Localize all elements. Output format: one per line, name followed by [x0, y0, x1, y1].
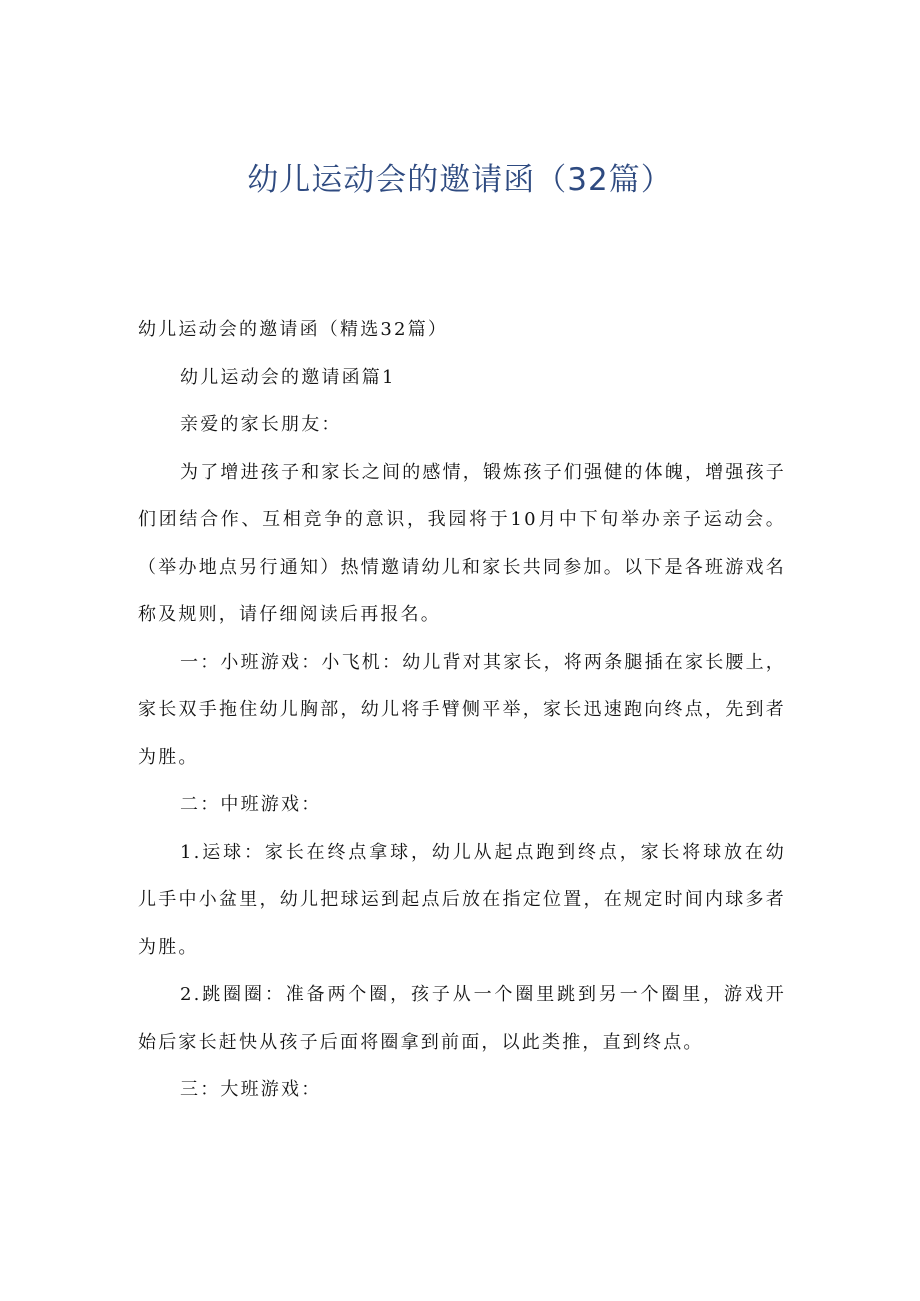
paragraph-intro: 为了增进孩子和家长之间的感情，锻炼孩子们强健的体魄，增强孩子们团结合作、互相竞争的意识，我园将于10月中下旬举办亲子运动会。（举办地点另行通知）热情邀请幼儿和家长共同参加。以下是各班游戏名称及规则，请仔细阅读后再报名。	[138, 461, 786, 625]
document-title: 幼儿运动会的邀请函（32篇）	[247, 162, 673, 198]
paragraph-small-class-game: 一：小班游戏：小飞机：幼儿背对其家长，将两条腿插在家长腰上，家长双手拖住幼儿胸部，幼儿将手臂侧平举，家长迅速跑向终点，先到者为胜。	[138, 651, 786, 768]
paragraph-ball-game: 1.运球：家长在终点拿球，幼儿从起点跑到终点，家长将球放在幼儿手中小盆里，幼儿把球运到起点后放在指定位置，在规定时间内球多者为胜。	[138, 841, 786, 958]
document-body	[138, 306, 786, 1114]
section-heading: 幼儿运动会的邀请函篇1	[180, 366, 396, 388]
salutation: 亲爱的家长朋友：	[180, 414, 342, 435]
paragraph-large-class-heading: 三：大班游戏：	[180, 1079, 322, 1100]
paragraph-hoop-game: 2.跳圈圈：准备两个圈，孩子从一个圈里跳到另一个圈里，游戏开始后家长赶快从孩子后面将圈拿到前面，以此类推，直到终点。	[138, 984, 786, 1053]
document-subtitle: 幼儿运动会的邀请函（精选32篇）	[138, 319, 449, 340]
paragraph-middle-class-heading: 二：中班游戏：	[180, 794, 322, 815]
